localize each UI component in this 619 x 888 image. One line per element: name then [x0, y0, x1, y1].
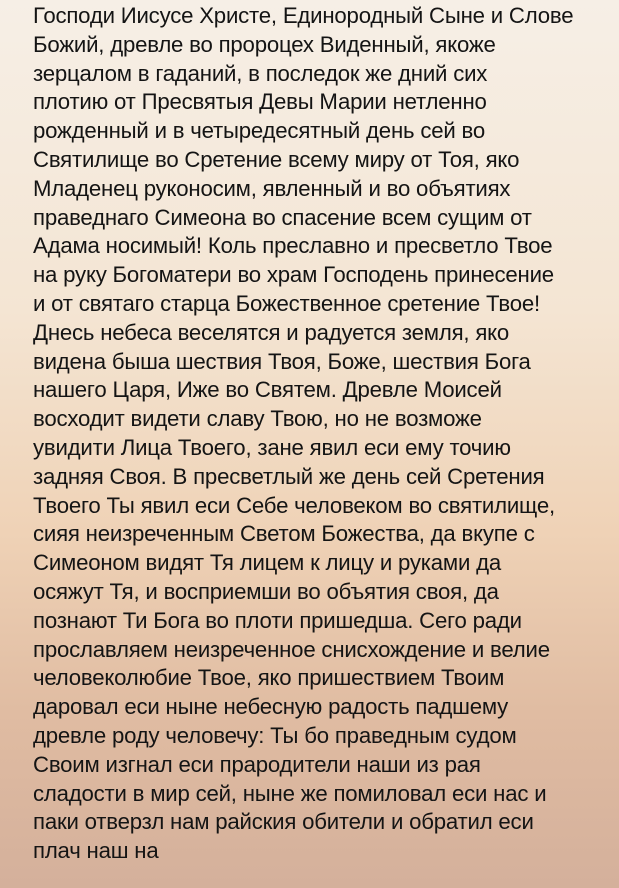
text-line: Своим изгнал еси прародители наши из рая [33, 751, 481, 777]
prayer-text [33, 2, 613, 866]
text-line: задняя Своя. В пресветлый же день сей Сретения [33, 463, 545, 489]
text-line: паки отверзл нам райския обители и обратил еси [33, 809, 534, 835]
text-line: сияя неизреченным Светом Божества, да вкупе с [33, 521, 535, 547]
text-line: прославляем неизреченное снисхождение и велие [33, 636, 550, 662]
text-line: человеколюбие Твое, яко пришествием Твоим [33, 665, 505, 691]
text-line: даровал еси ныне небесную радость падшему [33, 694, 509, 720]
text-line: сладости в мир сей, ныне же помиловал еси нас и [33, 780, 547, 806]
text-line: Днесь небеса веселятся и радуется земля, яко [33, 319, 510, 345]
text-line: нашего Царя, Иже во Святем. Древле Моисей [33, 377, 502, 403]
text-line: и от святаго старца Божественное сретение Твое! [33, 290, 540, 316]
text-line: плач наш на [33, 838, 159, 864]
text-line: зерцалом в гаданий, в последок же дний сих [33, 60, 488, 86]
text-line: Адама носимый! Коль преславно и пресветло Твое [33, 233, 553, 259]
text-line: на руку Богоматери во храм Господень принесение [33, 262, 554, 288]
text-line: осяжут Тя, и восприемши во объятия своя, да [33, 578, 499, 604]
text-line: плотию от Пресвятыя Девы Марии нетленно [33, 89, 487, 115]
text-line: рожденный и в четыредесятный день сей во [33, 118, 485, 144]
text-line: Господи Иисусе Христе, Единородный Сыне и Слове [33, 3, 574, 28]
text-line: Божий, древле во пророцех Виденный, якоже [33, 31, 496, 57]
text-line: познают Ти Бога во плоти пришедша. Сего ради [33, 607, 522, 633]
text-line: древле роду человечу: Ты бо праведным судом [33, 722, 517, 748]
text-line: Симеоном видят Тя лицем к лицу и руками да [33, 550, 502, 576]
text-line: Святилище во Сретение всему миру от Тоя, яко [33, 146, 520, 172]
text-line: Твоего Ты явил еси Себе человеком во святилище, [33, 492, 555, 518]
text-line: восходит видети славу Твою, но не возможе [33, 406, 482, 432]
text-line: Младенец руконосим, явленный и во объятиях [33, 175, 511, 201]
text-line: видена быша шествия Твоя, Боже, шествия Бога [33, 348, 531, 374]
text-line: праведнаго Симеона во спасение всем сущим от [33, 204, 532, 230]
text-line: увидити Лица Твоего, зане явил еси ему точию [33, 434, 511, 460]
